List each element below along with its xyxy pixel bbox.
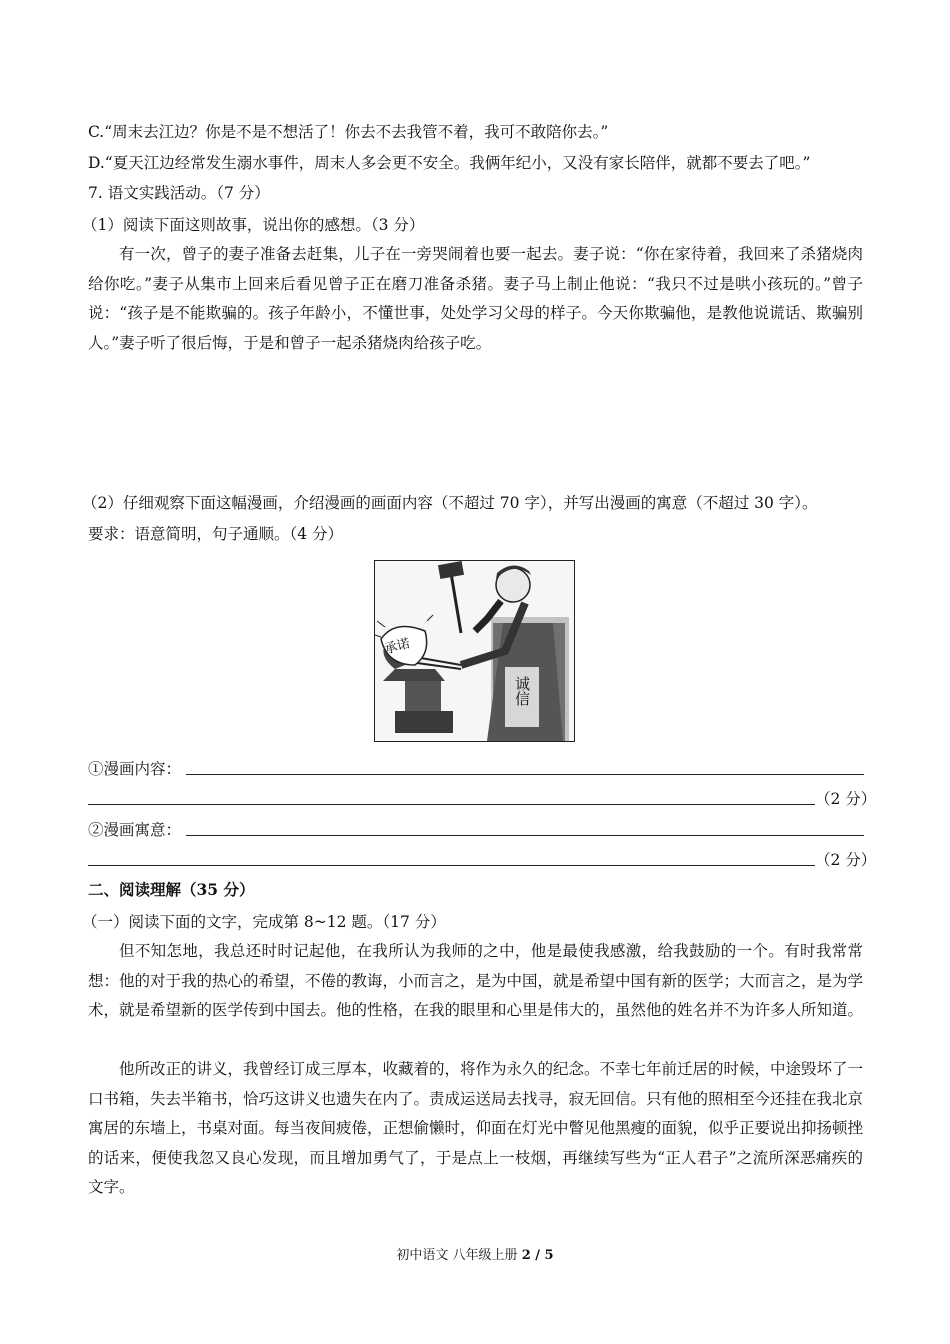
answer-2-line[interactable] — [186, 835, 864, 836]
cartoon-promise-label: 承诺 — [382, 636, 412, 658]
answer-2-score: （2 分） — [815, 851, 877, 869]
question-7-part2-requirement: 要求：语意简明，句子通顺。（4 分） — [88, 525, 344, 543]
option-d: D.“夏天江边经常发生溺水事件，周末人多会更不安全。我俩年纪小，又没有家长陪伴，就都不要去了吧。” — [88, 154, 811, 172]
answer-1-score: （2 分） — [815, 790, 877, 808]
answer-1-label: ①漫画内容： — [88, 760, 182, 778]
answer-2-label: ②漫画寓意： — [88, 821, 182, 839]
cartoon-image — [374, 560, 575, 742]
section-2-subheading: （一）阅读下面的文字，完成第 8~12 题。（17 分） — [82, 913, 446, 931]
page-footer — [0, 1244, 950, 1263]
answer-1-line-2[interactable] — [88, 804, 815, 805]
option-c: C.“周末去江边？你是不是不想活了！你去不去我管不着，我可不敢陪你去。” — [88, 123, 609, 141]
answer-2-line-2[interactable] — [88, 865, 815, 866]
question-7-title: 7. 语文实践活动。（7 分） — [88, 184, 270, 202]
reading-paragraph-1: 但不知怎地，我总还时时记起他，在我所认为我师的之中，他是最使我感激，给我鼓励的一个。有时我常常想：他的对于我的热心的希望，不倦的教诲，小而言之，是为中国，就是希望中国有新的医学；大而言之，是为学术，就是希望新的医学传到中国去。他的性格，在我的眼里和心里是伟大的，虽然他的姓名并不为许多人所知道。 — [88, 942, 864, 1019]
question-7-part1-prompt: （1）阅读下面这则故事，说出你的感想。（3 分） — [82, 216, 425, 234]
story-paragraph: 有一次，曾子的妻子准备去赶集，儿子在一旁哭闹着也要一起去。妻子说：“你在家待着，我回来了杀猪烧肉给你吃。”妻子从集市上回来后看见曾子正在磨刀准备杀猪。妻子马上制止他说：“我只不过是哄小孩玩的。”曾子说：“孩子是不能欺骗的。孩子年龄小，不懂世事，处处学习父母的样子。今天你欺骗他，是教他说谎话、欺骗别人。”妻子听了很后悔，于是和曾子一起杀猪烧肉给孩子吃。 — [88, 245, 863, 352]
answer-1-line[interactable] — [186, 774, 864, 775]
cartoon-integrity-label: 诚信 — [513, 676, 531, 706]
page-number: 2 / 5 — [521, 1248, 554, 1263]
question-7-part2-prompt: （2）仔细观察下面这幅漫画，介绍漫画的画面内容（不超过 70 字），并写出漫画的寓意（不超过 30 字）。 — [82, 494, 818, 512]
section-2-heading: 二、阅读理解（35 分） — [88, 880, 255, 899]
footer-course: 初中语文 八年级上册 — [396, 1248, 522, 1263]
reading-paragraph-2: 他所改正的讲义，我曾经订成三厚本，收藏着的，将作为永久的纪念。不幸七年前迁居的时候，中途毁坏了一口书箱，失去半箱书，恰巧这讲义也遗失在内了。责成运送局去找寻，寂无回信。只有他的照相至今还挂在我北京寓居的东墙上，书桌对面。每当夜间疲倦，正想偷懒时，仰面在灯光中瞥见他黑瘦的面貌，似乎正要说出抑扬顿挫的话来，便使我忽又良心发现，而且增加勇气了，于是点上一枝烟，再继续写些为“正人君子”之流所深恶痛疾的文字。 — [88, 1060, 864, 1196]
